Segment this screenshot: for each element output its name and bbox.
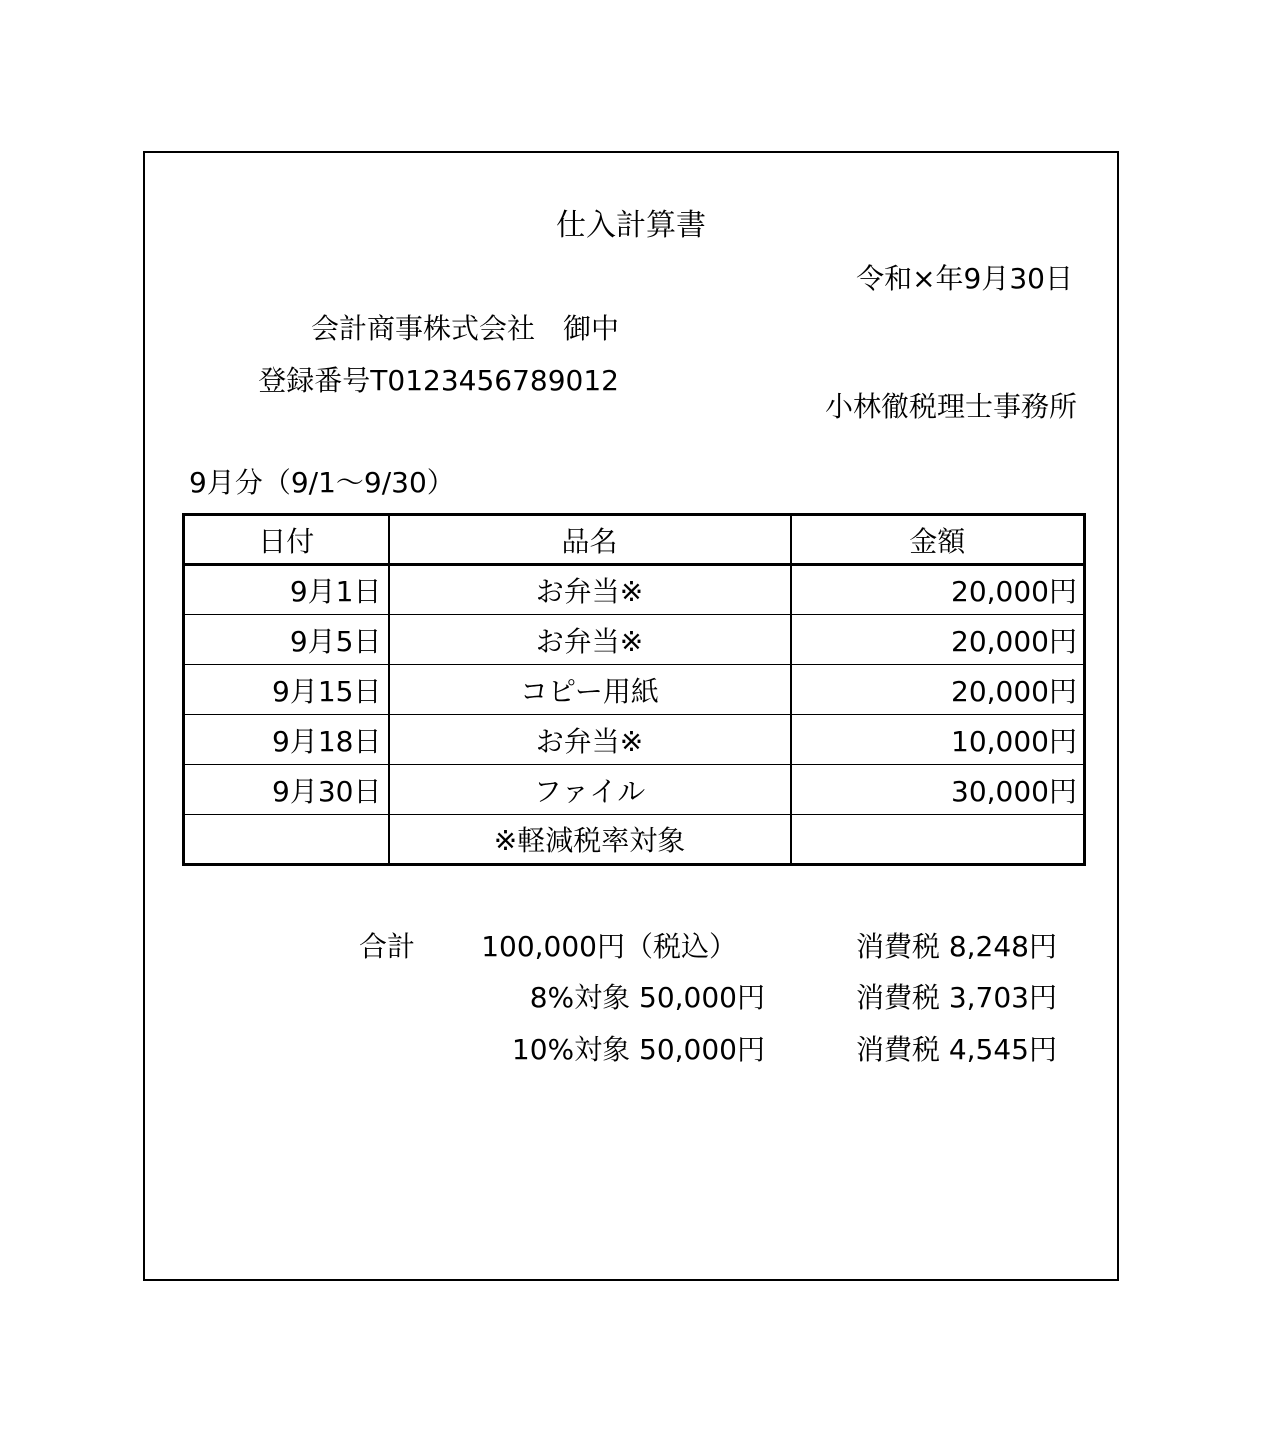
row-date: 9月15日 (184, 665, 389, 715)
table-row (184, 565, 1085, 615)
row-date: 9月5日 (184, 615, 389, 665)
table-header-row (184, 515, 1085, 565)
header-name: 品名 (389, 515, 791, 565)
row-name: コピー用紙 (389, 665, 791, 715)
row-amount: 20,000円 (791, 615, 1085, 665)
table-row (184, 765, 1085, 815)
tax-10-percent: 消費税 4,545円 (855, 1033, 1057, 1066)
row-amount: 10,000円 (791, 715, 1085, 765)
row-name: お弁当※ (389, 715, 791, 765)
row-date: 9月30日 (184, 765, 389, 815)
row-name: お弁当※ (389, 615, 791, 665)
registration-number: 登録番号T0123456789012 (258, 364, 619, 397)
row-date: 9月1日 (184, 565, 389, 615)
rate8-subtotal: 8%対象 50,000円 (529, 981, 765, 1014)
issue-date: 令和×年9月30日 (856, 262, 1073, 295)
header-date: 日付 (184, 515, 389, 565)
row-name: ファイル (389, 765, 791, 815)
note-empty-cell (791, 815, 1085, 865)
table-row (184, 615, 1085, 665)
reduced-tax-note: ※軽減税率対象 (389, 815, 791, 865)
row-name: お弁当※ (389, 565, 791, 615)
issuer-name: 小林徹税理士事務所 (824, 390, 1077, 423)
table-row (184, 715, 1085, 765)
document-title: 仕入計算書 (556, 208, 706, 243)
items-table (182, 513, 1086, 866)
row-amount: 30,000円 (791, 765, 1085, 815)
note-empty-cell (184, 815, 389, 865)
recipient-name: 会計商事株式会社 御中 (310, 312, 619, 345)
period-label: 9月分（9/1～9/30） (189, 466, 455, 499)
table-row (184, 665, 1085, 715)
table-note-row (184, 815, 1085, 865)
row-amount: 20,000円 (791, 565, 1085, 615)
total-label: 合計 (359, 930, 416, 963)
row-date: 9月18日 (184, 715, 389, 765)
tax-total: 消費税 8,248円 (855, 930, 1057, 963)
rate10-subtotal: 10%対象 50,000円 (511, 1033, 765, 1066)
row-amount: 20,000円 (791, 665, 1085, 715)
total-value: 100,000円（税込） (481, 930, 737, 963)
tax-8-percent: 消費税 3,703円 (855, 981, 1057, 1014)
document-frame (143, 151, 1119, 1281)
header-amount: 金額 (791, 515, 1085, 565)
